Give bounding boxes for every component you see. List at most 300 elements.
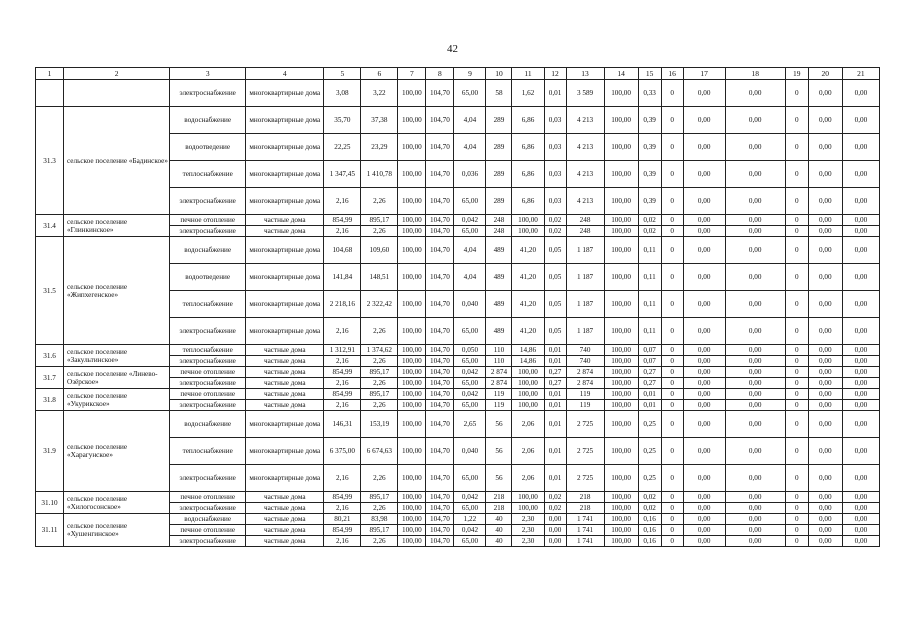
- value-cell: 2 874: [566, 378, 604, 389]
- row-number-cell: 31.8: [36, 389, 64, 411]
- value-cell: 0,02: [544, 215, 566, 226]
- housing-type-cell: частные дома: [246, 503, 324, 514]
- value-cell: 0,00: [725, 514, 785, 525]
- table-row: [36, 345, 880, 356]
- service-cell: водоснабжение: [170, 514, 246, 525]
- value-cell: 104,70: [426, 525, 454, 536]
- value-cell: 0: [785, 80, 808, 107]
- value-cell: 0,16: [638, 536, 661, 547]
- value-cell: 0,00: [808, 492, 842, 503]
- value-cell: 248: [566, 226, 604, 237]
- value-cell: 65,00: [454, 400, 486, 411]
- value-cell: 0: [785, 389, 808, 400]
- value-cell: 0,00: [683, 536, 725, 547]
- value-cell: 0,00: [725, 345, 785, 356]
- column-number: 5: [324, 68, 361, 80]
- column-number: 17: [683, 68, 725, 80]
- value-cell: 2 725: [566, 438, 604, 465]
- value-cell: 0,042: [454, 215, 486, 226]
- value-cell: 100,00: [398, 107, 426, 134]
- housing-type-cell: многоквартирные дома: [246, 237, 324, 264]
- value-cell: 104,70: [426, 492, 454, 503]
- value-cell: 0,00: [725, 237, 785, 264]
- column-number: 13: [566, 68, 604, 80]
- value-cell: 0,00: [725, 536, 785, 547]
- value-cell: 100,00: [398, 291, 426, 318]
- value-cell: 4,04: [454, 134, 486, 161]
- value-cell: 0: [661, 215, 683, 226]
- service-cell: печное отопление: [170, 525, 246, 536]
- value-cell: 65,00: [454, 226, 486, 237]
- value-cell: 289: [486, 161, 512, 188]
- value-cell: 489: [486, 264, 512, 291]
- value-cell: 289: [486, 107, 512, 134]
- value-cell: 153,19: [361, 411, 398, 438]
- value-cell: 0: [785, 291, 808, 318]
- value-cell: 65,00: [454, 465, 486, 492]
- value-cell: 740: [566, 356, 604, 367]
- column-number: 3: [170, 68, 246, 80]
- value-cell: 0,25: [638, 465, 661, 492]
- value-cell: 100,00: [604, 536, 638, 547]
- value-cell: 0: [661, 525, 683, 536]
- value-cell: 0,00: [842, 188, 879, 215]
- value-cell: 100,00: [604, 367, 638, 378]
- value-cell: 0,00: [808, 161, 842, 188]
- column-number: 11: [512, 68, 544, 80]
- value-cell: 2,26: [361, 378, 398, 389]
- value-cell: 0,00: [808, 318, 842, 345]
- value-cell: 2,30: [512, 536, 544, 547]
- value-cell: 2,30: [512, 525, 544, 536]
- value-cell: 0,27: [638, 378, 661, 389]
- value-cell: 4,04: [454, 107, 486, 134]
- value-cell: 100,00: [398, 264, 426, 291]
- value-cell: 0: [661, 291, 683, 318]
- value-cell: 0,00: [808, 400, 842, 411]
- value-cell: 1 741: [566, 514, 604, 525]
- value-cell: 100,00: [398, 525, 426, 536]
- value-cell: 104,70: [426, 237, 454, 264]
- service-cell: электроснабжение: [170, 378, 246, 389]
- value-cell: 100,00: [398, 514, 426, 525]
- value-cell: 0,00: [842, 367, 879, 378]
- table-row: [36, 367, 880, 378]
- value-cell: 0,00: [683, 378, 725, 389]
- service-cell: водоотведение: [170, 264, 246, 291]
- value-cell: 0,11: [638, 318, 661, 345]
- value-cell: 0: [785, 237, 808, 264]
- value-cell: 0,01: [544, 356, 566, 367]
- value-cell: 110: [486, 356, 512, 367]
- value-cell: 0,00: [842, 411, 879, 438]
- value-cell: 1 187: [566, 291, 604, 318]
- value-cell: 0,01: [544, 411, 566, 438]
- value-cell: 100,00: [604, 356, 638, 367]
- value-cell: 0,00: [808, 438, 842, 465]
- value-cell: 4,04: [454, 237, 486, 264]
- value-cell: 104,70: [426, 291, 454, 318]
- value-cell: 2,26: [361, 503, 398, 514]
- value-cell: 0: [785, 264, 808, 291]
- value-cell: 0,00: [725, 291, 785, 318]
- value-cell: 65,00: [454, 80, 486, 107]
- value-cell: 65,00: [454, 356, 486, 367]
- value-cell: 248: [486, 226, 512, 237]
- value-cell: 100,00: [604, 411, 638, 438]
- value-cell: 0: [785, 226, 808, 237]
- value-cell: 0: [661, 134, 683, 161]
- value-cell: 0,00: [683, 134, 725, 161]
- value-cell: 0,11: [638, 291, 661, 318]
- value-cell: 0: [661, 378, 683, 389]
- value-cell: 0: [785, 134, 808, 161]
- value-cell: 0,00: [808, 525, 842, 536]
- value-cell: 0: [661, 411, 683, 438]
- column-number: 6: [361, 68, 398, 80]
- value-cell: 100,00: [512, 215, 544, 226]
- service-cell: водоотведение: [170, 134, 246, 161]
- column-number: 16: [661, 68, 683, 80]
- value-cell: 895,17: [361, 367, 398, 378]
- value-cell: 0,00: [683, 411, 725, 438]
- value-cell: 0,00: [683, 215, 725, 226]
- row-number-cell: 31.4: [36, 215, 64, 237]
- value-cell: 0,00: [842, 356, 879, 367]
- value-cell: 100,00: [398, 356, 426, 367]
- value-cell: 6 674,63: [361, 438, 398, 465]
- service-cell: электроснабжение: [170, 226, 246, 237]
- value-cell: 0: [661, 188, 683, 215]
- housing-type-cell: частные дома: [246, 378, 324, 389]
- value-cell: 0,00: [842, 465, 879, 492]
- value-cell: 58: [486, 80, 512, 107]
- value-cell: 0: [785, 465, 808, 492]
- table-body: [36, 68, 880, 547]
- value-cell: 0,00: [683, 345, 725, 356]
- tariff-table: [35, 67, 880, 547]
- value-cell: 218: [566, 503, 604, 514]
- value-cell: 289: [486, 188, 512, 215]
- value-cell: 0,00: [808, 378, 842, 389]
- value-cell: 23,29: [361, 134, 398, 161]
- value-cell: 0,39: [638, 107, 661, 134]
- value-cell: 100,00: [604, 264, 638, 291]
- table-row: [36, 107, 880, 134]
- header-row: [36, 68, 880, 80]
- value-cell: 56: [486, 465, 512, 492]
- value-cell: 740: [566, 345, 604, 356]
- value-cell: 1 187: [566, 318, 604, 345]
- value-cell: 0,16: [638, 525, 661, 536]
- settlement-cell: сельское поселение «Харагунское»: [64, 411, 170, 492]
- value-cell: 0,042: [454, 492, 486, 503]
- value-cell: 41,20: [512, 237, 544, 264]
- value-cell: 104,70: [426, 389, 454, 400]
- value-cell: 0: [661, 492, 683, 503]
- value-cell: 109,60: [361, 237, 398, 264]
- value-cell: 0,00: [842, 438, 879, 465]
- value-cell: 1 741: [566, 525, 604, 536]
- value-cell: 0,00: [808, 345, 842, 356]
- value-cell: 0,05: [544, 318, 566, 345]
- value-cell: 2,06: [512, 465, 544, 492]
- value-cell: 2,16: [324, 503, 361, 514]
- value-cell: 104,70: [426, 378, 454, 389]
- value-cell: 1 187: [566, 264, 604, 291]
- value-cell: 1 187: [566, 237, 604, 264]
- value-cell: 0,27: [638, 367, 661, 378]
- value-cell: 2,26: [361, 188, 398, 215]
- settlement-cell: сельское поселение «Бадинское»: [64, 107, 170, 215]
- value-cell: 0,00: [808, 465, 842, 492]
- service-cell: печное отопление: [170, 367, 246, 378]
- table-row: [36, 80, 880, 107]
- value-cell: 0,02: [638, 215, 661, 226]
- value-cell: 0: [785, 161, 808, 188]
- value-cell: 41,20: [512, 264, 544, 291]
- value-cell: 1,62: [512, 80, 544, 107]
- value-cell: 489: [486, 237, 512, 264]
- value-cell: 104,70: [426, 318, 454, 345]
- table-row: [36, 389, 880, 400]
- value-cell: 0,07: [638, 345, 661, 356]
- value-cell: 248: [566, 215, 604, 226]
- value-cell: 248: [486, 215, 512, 226]
- value-cell: 0: [785, 514, 808, 525]
- value-cell: 100,00: [512, 226, 544, 237]
- value-cell: 0,25: [638, 411, 661, 438]
- value-cell: 14,86: [512, 356, 544, 367]
- value-cell: 0: [661, 503, 683, 514]
- table-row: [36, 411, 880, 438]
- value-cell: 65,00: [454, 318, 486, 345]
- value-cell: 65,00: [454, 378, 486, 389]
- value-cell: 218: [566, 492, 604, 503]
- housing-type-cell: частные дома: [246, 525, 324, 536]
- value-cell: 100,00: [604, 438, 638, 465]
- value-cell: 0,00: [725, 80, 785, 107]
- value-cell: 0: [785, 356, 808, 367]
- value-cell: 0,00: [683, 107, 725, 134]
- value-cell: 0,00: [683, 367, 725, 378]
- value-cell: 2,16: [324, 188, 361, 215]
- value-cell: 895,17: [361, 215, 398, 226]
- housing-type-cell: многоквартирные дома: [246, 161, 324, 188]
- value-cell: 289: [486, 134, 512, 161]
- value-cell: 0,00: [683, 188, 725, 215]
- value-cell: 100,00: [604, 188, 638, 215]
- value-cell: 2,16: [324, 226, 361, 237]
- housing-type-cell: частные дома: [246, 536, 324, 547]
- value-cell: 100,00: [398, 389, 426, 400]
- value-cell: 0,00: [725, 188, 785, 215]
- value-cell: 2,65: [454, 411, 486, 438]
- value-cell: 104,70: [426, 367, 454, 378]
- value-cell: 0,00: [842, 291, 879, 318]
- value-cell: 0,00: [808, 215, 842, 226]
- value-cell: 104,70: [426, 188, 454, 215]
- value-cell: 104,70: [426, 411, 454, 438]
- value-cell: 104,70: [426, 80, 454, 107]
- value-cell: 0,00: [725, 356, 785, 367]
- value-cell: 0,11: [638, 264, 661, 291]
- value-cell: 0,00: [808, 188, 842, 215]
- value-cell: 1 347,45: [324, 161, 361, 188]
- value-cell: 0: [661, 107, 683, 134]
- value-cell: 104,70: [426, 107, 454, 134]
- column-number: 12: [544, 68, 566, 80]
- value-cell: 0,01: [638, 400, 661, 411]
- service-cell: печное отопление: [170, 492, 246, 503]
- value-cell: 2,26: [361, 536, 398, 547]
- value-cell: 0,042: [454, 389, 486, 400]
- value-cell: 0,00: [683, 264, 725, 291]
- value-cell: 4 213: [566, 134, 604, 161]
- value-cell: 0,00: [808, 80, 842, 107]
- value-cell: 0,25: [638, 438, 661, 465]
- value-cell: 2 322,42: [361, 291, 398, 318]
- page-number: 42: [447, 43, 458, 55]
- value-cell: 0: [785, 367, 808, 378]
- value-cell: 100,00: [604, 514, 638, 525]
- value-cell: 0,00: [683, 318, 725, 345]
- column-number: 1: [36, 68, 64, 80]
- value-cell: 1 374,62: [361, 345, 398, 356]
- value-cell: 0,00: [725, 134, 785, 161]
- value-cell: 100,00: [398, 80, 426, 107]
- value-cell: 0: [785, 188, 808, 215]
- housing-type-cell: частные дома: [246, 389, 324, 400]
- housing-type-cell: частные дома: [246, 367, 324, 378]
- value-cell: 0,00: [683, 291, 725, 318]
- value-cell: 104,70: [426, 345, 454, 356]
- row-number-cell: 31.9: [36, 411, 64, 492]
- settlement-cell: сельское поселение «Глинкинское»: [64, 215, 170, 237]
- value-cell: 100,00: [512, 389, 544, 400]
- value-cell: 1,22: [454, 514, 486, 525]
- value-cell: 56: [486, 438, 512, 465]
- value-cell: 0,00: [683, 226, 725, 237]
- value-cell: 40: [486, 525, 512, 536]
- value-cell: 854,99: [324, 367, 361, 378]
- value-cell: 895,17: [361, 492, 398, 503]
- value-cell: 0,00: [808, 134, 842, 161]
- value-cell: 104,68: [324, 237, 361, 264]
- settlement-cell: сельское поселение «Хушенгинское»: [64, 514, 170, 547]
- value-cell: 0,00: [842, 400, 879, 411]
- value-cell: 854,99: [324, 525, 361, 536]
- value-cell: 2 725: [566, 465, 604, 492]
- housing-type-cell: многоквартирные дома: [246, 318, 324, 345]
- value-cell: 100,00: [398, 345, 426, 356]
- value-cell: 100,00: [398, 226, 426, 237]
- value-cell: 100,00: [604, 318, 638, 345]
- value-cell: 100,00: [604, 492, 638, 503]
- value-cell: 119: [486, 389, 512, 400]
- housing-type-cell: частные дома: [246, 514, 324, 525]
- value-cell: 0,00: [725, 525, 785, 536]
- value-cell: 0,00: [544, 536, 566, 547]
- value-cell: 0,00: [808, 226, 842, 237]
- value-cell: 0,05: [544, 264, 566, 291]
- value-cell: 854,99: [324, 389, 361, 400]
- value-cell: 0,00: [808, 107, 842, 134]
- value-cell: 0,00: [725, 492, 785, 503]
- value-cell: 0,03: [544, 107, 566, 134]
- value-cell: 0,00: [842, 345, 879, 356]
- value-cell: 104,70: [426, 264, 454, 291]
- value-cell: 0: [785, 318, 808, 345]
- value-cell: 0,042: [454, 525, 486, 536]
- row-number-cell: 31.7: [36, 367, 64, 389]
- value-cell: 0,00: [842, 378, 879, 389]
- value-cell: 0: [785, 536, 808, 547]
- value-cell: 0,00: [808, 264, 842, 291]
- housing-type-cell: многоквартирные дома: [246, 188, 324, 215]
- service-cell: электроснабжение: [170, 503, 246, 514]
- value-cell: 0,00: [808, 514, 842, 525]
- value-cell: 40: [486, 514, 512, 525]
- value-cell: 100,00: [604, 237, 638, 264]
- value-cell: 0,00: [808, 503, 842, 514]
- value-cell: 2 874: [486, 378, 512, 389]
- row-number-cell: 31.5: [36, 237, 64, 345]
- value-cell: 100,00: [398, 492, 426, 503]
- value-cell: 0: [661, 345, 683, 356]
- value-cell: 104,70: [426, 356, 454, 367]
- value-cell: 0,00: [842, 318, 879, 345]
- value-cell: 0,00: [808, 367, 842, 378]
- value-cell: 1 410,78: [361, 161, 398, 188]
- value-cell: 40: [486, 536, 512, 547]
- value-cell: 0,036: [454, 161, 486, 188]
- value-cell: 0: [661, 514, 683, 525]
- value-cell: 0: [661, 438, 683, 465]
- housing-type-cell: многоквартирные дома: [246, 134, 324, 161]
- column-number: 14: [604, 68, 638, 80]
- value-cell: 4 213: [566, 188, 604, 215]
- housing-type-cell: многоквартирные дома: [246, 438, 324, 465]
- value-cell: 0,00: [842, 264, 879, 291]
- value-cell: 0,02: [638, 503, 661, 514]
- value-cell: 0: [785, 215, 808, 226]
- value-cell: 0,00: [808, 411, 842, 438]
- value-cell: 0,02: [638, 492, 661, 503]
- value-cell: 65,00: [454, 536, 486, 547]
- value-cell: 65,00: [454, 503, 486, 514]
- value-cell: 3 589: [566, 80, 604, 107]
- column-number: 21: [842, 68, 879, 80]
- value-cell: 100,00: [604, 389, 638, 400]
- value-cell: 0: [661, 226, 683, 237]
- value-cell: 100,00: [398, 503, 426, 514]
- service-cell: теплоснабжение: [170, 345, 246, 356]
- value-cell: 0,00: [725, 389, 785, 400]
- value-cell: 0,00: [683, 80, 725, 107]
- value-cell: 0,00: [842, 80, 879, 107]
- housing-type-cell: частные дома: [246, 400, 324, 411]
- value-cell: 6,86: [512, 188, 544, 215]
- value-cell: 22,25: [324, 134, 361, 161]
- column-number: 4: [246, 68, 324, 80]
- value-cell: 0,01: [544, 80, 566, 107]
- value-cell: 0,00: [842, 492, 879, 503]
- value-cell: 0: [661, 161, 683, 188]
- value-cell: 0,27: [544, 367, 566, 378]
- value-cell: 0: [785, 411, 808, 438]
- row-number-cell: 31.6: [36, 345, 64, 367]
